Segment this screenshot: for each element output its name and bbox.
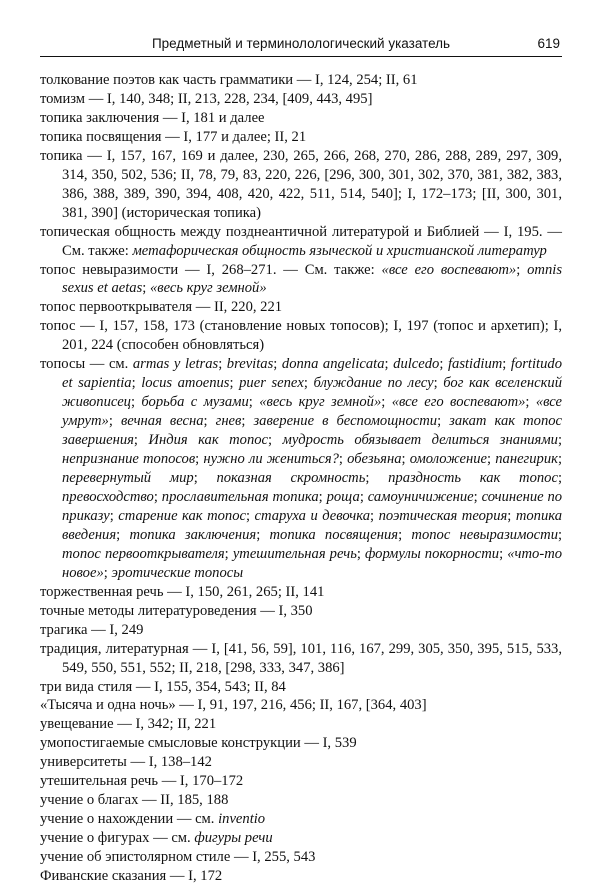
running-header-title: Предметный и терминолологический указатель [151,36,451,51]
cross-reference-text: Индия как топос [148,432,269,449]
cross-reference-text: поэтическая теория [378,507,508,524]
cross-reference-text: закат как топос завершения [62,413,563,449]
cross-reference-text: «все умрут» [62,394,563,430]
entry-text: торжественная речь — I, 150, 261, 265; II, 141 [40,583,325,600]
index-entry [40,261,562,299]
cross-reference-text: показная скромность [216,470,366,487]
cross-reference-text: «что-то новое» [62,545,563,581]
entry-text: ; [229,375,240,392]
entry-text: ; [268,432,283,449]
entry-text: ; [365,470,389,487]
entry-text: увещевание — I, 342; II, 221 [40,716,217,733]
entry-text: ; [153,488,162,505]
entry-text: томизм — I, 140, 348; II, 213, 228, 234, [409, 443, 495] [40,90,373,107]
entry-text: ; [433,375,444,392]
entry-text: ; [303,375,314,392]
entry-text: ; [359,488,368,505]
cross-reference-text: формулы покорности [365,545,500,562]
index-entry [40,355,562,582]
cross-reference-text: fortitudo et sapientia [62,356,562,392]
index-entry [40,621,562,640]
entry-text: топос первооткрывателя — II, 220, 221 [40,299,283,316]
entry-text: топическая общность между позднеантичной литературой и Библией — I, 195. — См. также: [40,223,562,259]
entry-text: ; [248,394,260,411]
cross-reference-text: сочинение по приказу [62,488,563,524]
entry-text: ; [356,545,366,562]
entry-text: ; [558,526,563,543]
cross-reference-text: «все его воспевают» [381,261,517,278]
cross-reference-text: мудрость обязывает делиться знаниями [282,432,558,449]
entry-text: ; [131,375,142,392]
cross-reference-text: топос первооткрывателя [62,545,225,562]
entry-text: топика заключения — I, 181 и далее [40,109,265,126]
index-entry [40,223,562,261]
index-entry [40,147,562,223]
cross-reference-text: omnis sexus et aetas [62,261,562,297]
index-entry [40,829,562,848]
cross-reference-text: борьба с музами [141,394,249,411]
index-entry [40,583,562,602]
entry-text: топос невыразимости — I, 268–271. — См. также: [40,261,382,278]
cross-reference-text: гнев [215,413,242,430]
cross-reference-text: dulcedo [393,356,440,373]
cross-reference-text: «все его воспевают» [391,394,526,411]
entry-text: ; [499,545,508,562]
entry-text: ; [370,507,379,524]
entry-text: ; [203,413,216,430]
entry-text: университеты — I, 138–142 [40,754,212,771]
cross-reference-text: топика заключения [129,526,257,543]
entry-text: ; [193,470,217,487]
cross-reference-text: утешительная речь [232,545,357,562]
cross-reference-text: «весь круг земной» [149,280,267,297]
entry-text: ; [133,432,149,449]
cross-reference-text: фигуры речи [194,830,273,847]
index-entry [40,734,562,753]
cross-reference-text: омоложение [409,451,488,468]
cross-reference-text: непризнание топосов [62,451,196,468]
entry-text: ; [487,451,496,468]
cross-reference-text: puer senex [239,375,304,392]
entry-text: ; [103,564,112,581]
entry-text: ; [108,413,121,430]
cross-reference-text: armas y letras [132,356,219,373]
entry-text: ; [557,451,563,468]
cross-reference-text: топика введения [62,507,563,543]
entry-text: ; [241,413,254,430]
entry-text: ; [130,394,142,411]
entry-text: ; [381,394,392,411]
index-entry [40,678,562,697]
entry-text: ; [557,470,563,487]
entry-text: ; [439,356,448,373]
entry-text: утешительная речь — I, 170–172 [40,773,244,790]
entry-text: ; [557,432,563,449]
cross-reference-text: превосходство [62,488,154,505]
cross-reference-text: нужно ли жениться? [203,451,339,468]
cross-reference-text: donna angelicata [281,356,385,373]
entry-text: ; [502,356,511,373]
entry-text: топосы — см. [40,356,133,373]
entry-text: ; [507,507,516,524]
cross-reference-text: топика посвящения [269,526,399,543]
index-entry [40,753,562,772]
cross-reference-text: «весь круг земной» [259,394,382,411]
index-entry [40,696,562,715]
entry-text: ; [116,526,130,543]
subject-index [40,71,562,886]
page-number: 619 [537,36,560,51]
entry-text: топос — I, 157, 158, 173 (становление новых топосов); I, 197 (топос и архетип); I, 201, 224 (способен обновляться) [40,318,562,354]
cross-reference-text: праздность как топос [388,470,558,487]
cross-reference-text: самоуничижение [367,488,474,505]
entry-text: учение о благах — II, 185, 188 [40,792,229,809]
entry-text: учение о фигурах — см. [40,830,195,847]
cross-reference-text: метафорическая общность языческой и христианской литератур [132,242,547,259]
cross-reference-text: прославительная топика [161,488,319,505]
index-entry [40,602,562,621]
index-entry [40,810,562,829]
entry-text: ; [142,280,150,297]
index-entry [40,109,562,128]
entry-text: ; [401,451,410,468]
entry-text: ; [437,413,450,430]
entry-text: учение о нахождении — см. [40,811,219,828]
cross-reference-text: старение как топос [118,507,246,524]
entry-text: ; [195,451,204,468]
entry-text: ; [525,394,536,411]
entry-text: ; [224,545,233,562]
index-entry [40,772,562,791]
entry-text: ; [218,356,227,373]
cross-reference-text: перевернутый мир [62,470,194,487]
cross-reference-text: brevitas [226,356,274,373]
index-entry [40,71,562,90]
cross-reference-text: блуждание по лесу [313,375,434,392]
entry-text: ; [398,526,412,543]
entry-text: ; [109,507,119,524]
cross-reference-text: вечная весна [120,413,204,430]
entry-text: «Тысяча и одна ночь» — I, 91, 197, 216, 456; II, 167, [364, 403] [40,697,427,714]
index-entry [40,298,562,317]
running-header [40,34,562,57]
entry-text: ; [245,507,255,524]
cross-reference-text: топос невыразимости [411,526,558,543]
entry-text: топика — I, 157, 167, 169 и далее, 230, 265, 266, 268, 270, 286, 288, 289, 297, 309, 314, 350, 502, 536; II, 78, 79, 83, 220, 226, [296, 300, 301, 302, 370, 381, 382, 383, 386, 388, 389, 390, 394, 408, 420, 422, 511, 514, 540]; I, 172–173; [II, 300, 301, 381, 390] (историческая топика) [40,147,562,221]
cross-reference-text: locus amoenus [141,375,230,392]
entry-text: топика посвящения — I, 177 и далее; II, 21 [40,128,307,145]
cross-reference-text: fastidium [447,356,503,373]
entry-text: трагика — I, 249 [40,621,144,638]
entry-text: умопостигаемые смысловые конструкции — I, 539 [40,735,357,752]
entry-text: ; [384,356,394,373]
cross-reference-text: обезьяна [347,451,402,468]
index-entry [40,128,562,147]
entry-text: ; [473,488,482,505]
entry-text: Фиванские сказания — I, 172 [40,868,223,885]
index-entry [40,715,562,734]
entry-text: ; [318,488,327,505]
entry-text: ; [516,261,528,278]
entry-text: ; [256,526,270,543]
entry-text: традиция, литературная — I, [41, 56, 59], 101, 116, 167, 299, 305, 350, 395, 515, 533, 549, 550, 551, 552; II, 218, [298, 333, 347, 386] [40,640,562,676]
cross-reference-text: панегирик [495,451,558,468]
index-entry [40,791,562,810]
cross-reference-text: эротические топосы [111,564,244,581]
index-entry [40,848,562,867]
entry-text: ; [338,451,348,468]
entry-text: толкование поэтов как часть грамматики — I, 124, 254; II, 61 [40,72,418,88]
cross-reference-text: inventio [218,811,266,828]
cross-reference-text: роща [326,488,360,505]
cross-reference-text: заверение в беспомощности [253,413,438,430]
cross-reference-text: старуха и девочка [254,507,371,524]
index-entry [40,317,562,355]
index-entry [40,90,562,109]
entry-text: учение об эпистолярном стиле — I, 255, 543 [40,849,316,866]
entry-text: ; [273,356,282,373]
entry-text: точные методы литературоведения — I, 350 [40,602,313,619]
entry-text: три вида стиля — I, 155, 354, 543; II, 84 [40,678,286,695]
index-entry [40,640,562,678]
cross-reference-text: бог как вселенский живописец [62,375,562,411]
index-entry [40,867,562,886]
